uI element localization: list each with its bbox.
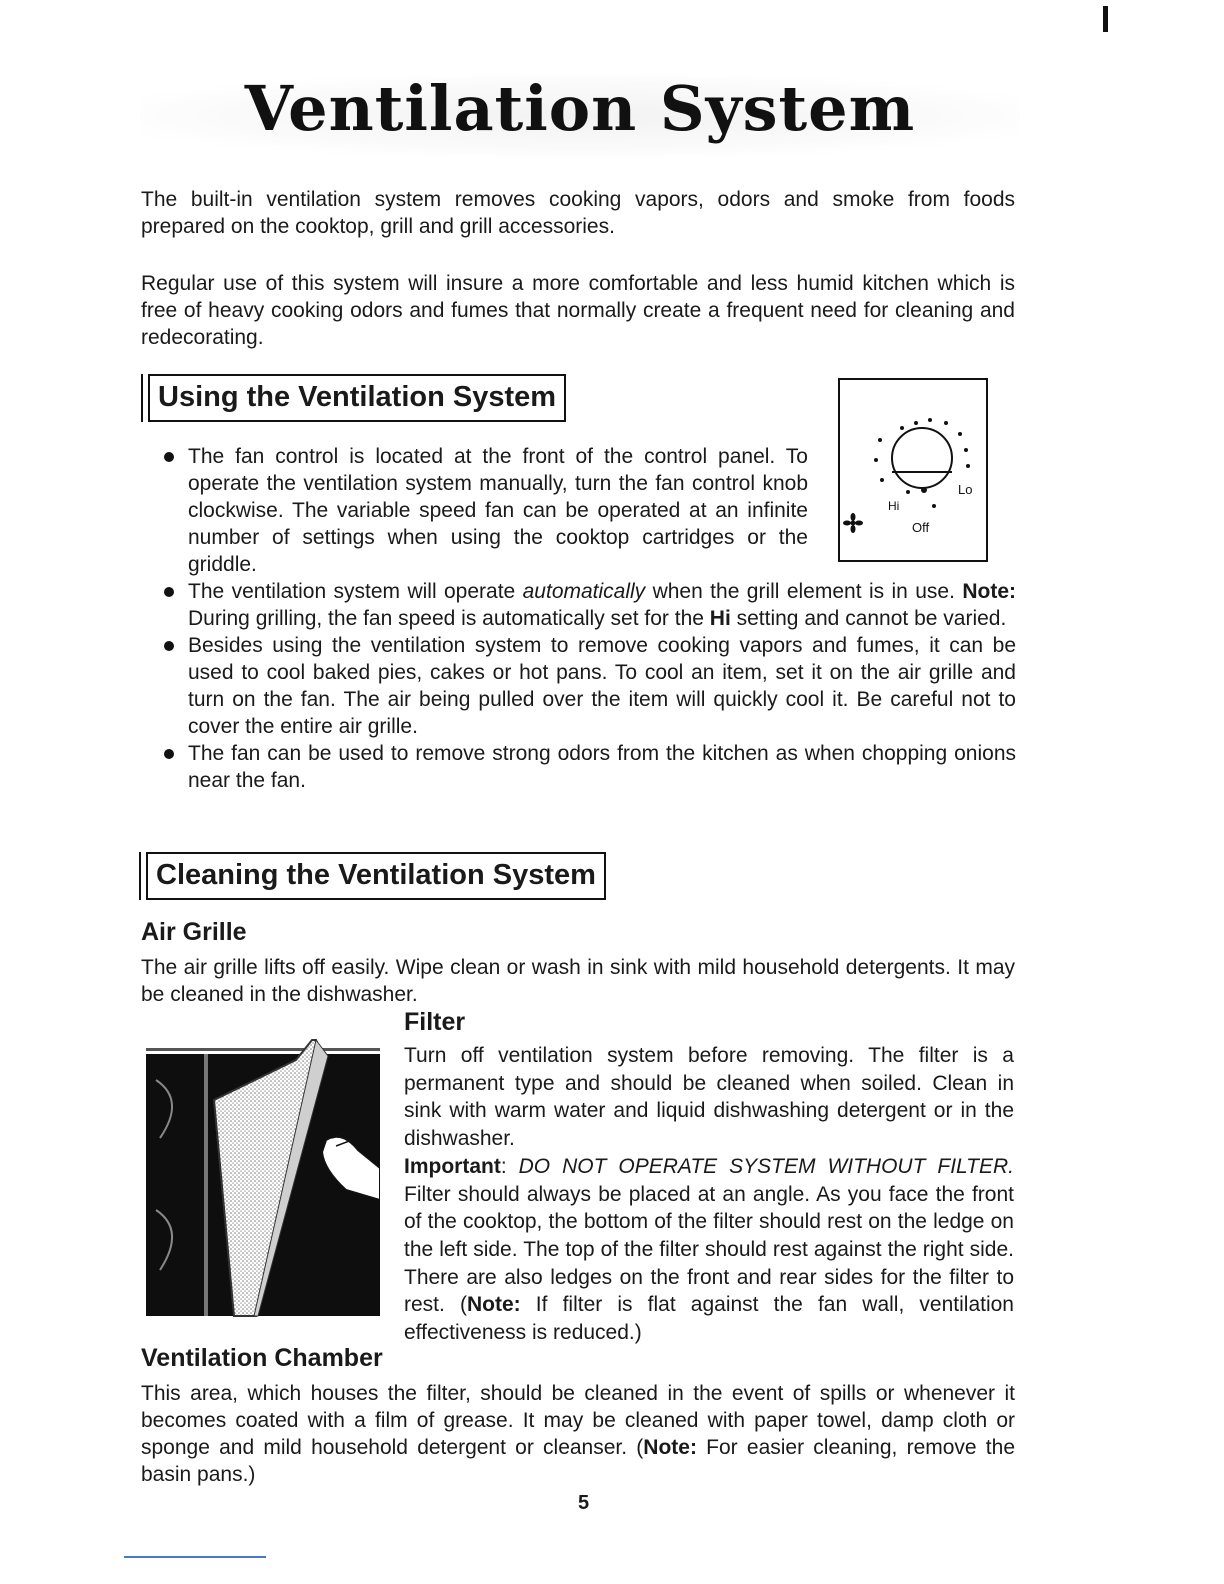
list-item: The fan can be used to remove strong odors from the kitchen as when chopping onions near the fan. bbox=[142, 740, 1016, 794]
vent-edge bbox=[204, 1054, 208, 1316]
bullet-icon bbox=[164, 587, 174, 597]
filter-illustration-svg bbox=[146, 1020, 380, 1320]
list-item: The fan control is located at the front of the control panel. To operate the ventilation system manually, turn the fan control knob clockwise. The variable speed fan can be operated at an infinite number of settings when using the cooktop cartridges or the griddle. bbox=[142, 443, 808, 578]
knob-label-off: Off bbox=[912, 520, 930, 535]
bullet-icon bbox=[164, 452, 174, 462]
air-grille-heading: Air Grille bbox=[141, 918, 247, 946]
bullet-icon bbox=[164, 749, 174, 759]
intro-paragraph-1: The built-in ventilation system removes cooking vapors, odors and smoke from foods prepared on the cooktop, grill and grill accessories. bbox=[141, 188, 1015, 238]
using-bullet-list bbox=[142, 443, 1016, 794]
chamber-text: This area, which houses the filter, should be cleaned in the event of spills or whenever it becomes coated with a film of grease. It may be cleaned with paper towel, damp cloth or sponge and mild household detergent or cleanser. (Note: For easier cleaning, remove the basin pans.) bbox=[141, 1382, 1015, 1486]
footer-line bbox=[124, 1556, 266, 1558]
page-number: 5 bbox=[578, 1492, 590, 1514]
filter-illustration bbox=[146, 1020, 380, 1320]
air-grille-text: The air grille lifts off easily. Wipe clean or wash in sink with mild household detergents. It may be cleaned in the dishwasher. bbox=[141, 956, 1015, 1006]
page-title: Ventilation System bbox=[244, 72, 916, 145]
knob-label-lo: Lo bbox=[958, 482, 973, 497]
corner-mark bbox=[1103, 6, 1108, 32]
knob-label-hi: Hi bbox=[888, 499, 900, 513]
bullet-icon bbox=[164, 641, 174, 651]
filter-heading: Filter bbox=[404, 1008, 466, 1036]
section-heading-cleaning: Cleaning the Ventilation System bbox=[146, 852, 606, 900]
list-item: The ventilation system will operate automatically when the grill element is in use. Note: During grilling, the fan speed is automatically set for the Hi setting and cannot be varied. bbox=[142, 578, 1016, 632]
section-heading-using: Using the Ventilation System bbox=[148, 374, 566, 422]
chamber-heading: Ventilation Chamber bbox=[141, 1344, 383, 1372]
filter-text: Turn off ventilation system before removing. The filter is a permanent type and should be cleaned when soiled. Clean in sink with warm water and liquid dishwashing detergent or in the dishwasher. Important: DO NOT OPERATE SYSTEM WITHOUT FILTER. Filter should always be placed at an angle. As you face the front of the cooktop, the bottom of the filter should rest on the ledge on the left side. The top of the filter should rest against the right side. There are also ledges on the front and rear sides for the filter to rest. (Note: If filter is flat against the fan wall, ventilation effectiveness is reduced.) bbox=[404, 1044, 1014, 1345]
list-item: Besides using the ventilation system to remove cooking vapors and fumes, it can be used to cool baked pies, cakes or hot pans. To cool an item, set it on the air grille and turn on the fan. The air being pulled over the item will quickly cool it. Be careful not to cover the entire air grille. bbox=[142, 632, 1016, 740]
intro-paragraph-2: Regular use of this system will insure a more comfortable and less humid kitchen which is free of heavy cooking odors and fumes that normally create a frequent need for cleaning and redecorating. bbox=[141, 272, 1015, 349]
